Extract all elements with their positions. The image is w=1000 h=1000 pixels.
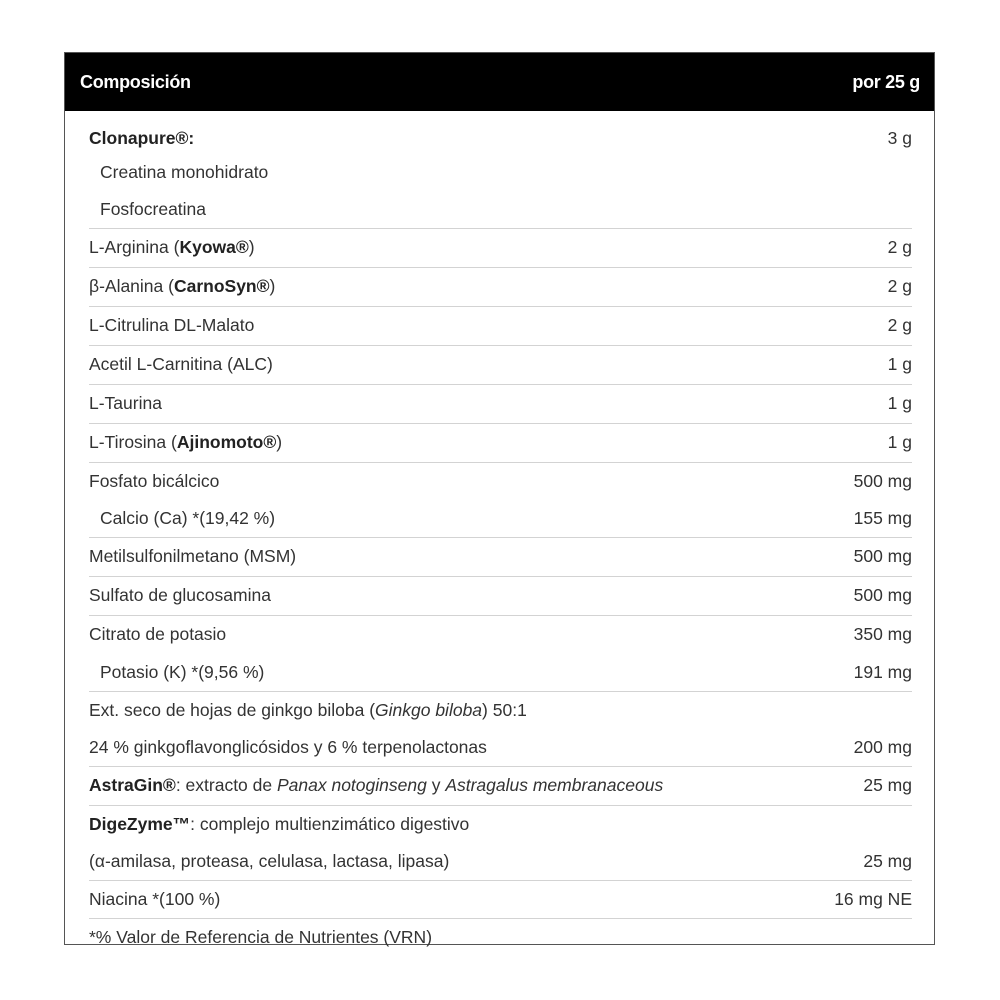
table-row — [89, 843, 912, 880]
table-row — [89, 691, 912, 729]
row-value: 191 mg — [853, 661, 912, 682]
row-value: 16 mg NE — [834, 888, 912, 909]
footnote-text: *% Valor de Referencia de Nutrientes (VRN) — [89, 927, 433, 948]
row-label: Niacina *(100 %) — [89, 888, 221, 909]
row-value: 200 mg — [853, 736, 912, 757]
table-row — [89, 306, 912, 345]
header-serving: por 25 g — [852, 71, 920, 92]
row-value: 500 mg — [853, 470, 912, 491]
row-label: L-Arginina (Kyowa®) — [89, 237, 255, 258]
row-value: 1 g — [887, 393, 912, 414]
table-row — [89, 384, 912, 423]
table-row — [89, 576, 912, 615]
row-label: Metilsulfonilmetano (MSM) — [89, 546, 297, 567]
row-value: 500 mg — [853, 546, 912, 567]
row-label: DigeZyme™: complejo multienzimático digestivo — [89, 813, 470, 834]
table-row — [89, 729, 912, 766]
table-row — [89, 766, 912, 805]
row-value: 2 g — [887, 237, 912, 258]
row-value: 25 mg — [863, 850, 912, 871]
row-label: L-Citrulina DL-Malato — [89, 315, 255, 336]
table-row — [89, 423, 912, 462]
table-row — [89, 267, 912, 306]
table-row — [89, 462, 912, 500]
table-row — [89, 228, 912, 267]
row-label: Ext. seco de hojas de ginkgo biloba (Ginkgo biloba) 50:1 — [89, 699, 527, 720]
table-header — [65, 53, 934, 111]
row-value: 350 mg — [853, 624, 912, 645]
row-label: Potasio (K) *(9,56 %) — [100, 661, 265, 682]
table-row — [89, 615, 912, 654]
row-label: 24 % ginkgoflavonglicósidos y 6 % terpenolactonas — [89, 736, 487, 757]
row-value: 2 g — [887, 315, 912, 336]
row-value: 1 g — [887, 354, 912, 375]
table-row — [89, 654, 912, 691]
row-value: 155 mg — [853, 507, 912, 528]
table-row — [89, 805, 912, 843]
table-row — [89, 537, 912, 576]
table-row — [89, 155, 912, 191]
row-label: (α-amilasa, proteasa, celulasa, lactasa, lipasa) — [89, 850, 450, 871]
header-title: Composición — [80, 71, 191, 92]
row-label: Acetil L-Carnitina (ALC) — [89, 354, 273, 375]
row-label: Sulfato de glucosamina — [89, 585, 271, 606]
row-value: 3 g — [887, 127, 912, 148]
row-label: Clonapure®: — [89, 127, 195, 148]
table-row — [89, 345, 912, 384]
row-label: L-Taurina — [89, 393, 162, 414]
row-label: Fosfato bicálcico — [89, 470, 220, 491]
row-label: Creatina monohidrato — [100, 162, 269, 183]
row-label: β-Alanina (CarnoSyn®) — [89, 276, 276, 297]
row-value: 2 g — [887, 276, 912, 297]
table-row — [89, 500, 912, 537]
row-value: 500 mg — [853, 585, 912, 606]
row-label: AstraGin®: extracto de Panax notoginseng y Astragalus membranaceous — [89, 775, 664, 796]
composition-table — [64, 52, 935, 948]
row-label: L-Tirosina (Ajinomoto®) — [89, 432, 283, 453]
table-row — [89, 880, 912, 918]
footnote — [89, 918, 912, 957]
row-label: Citrato de potasio — [89, 624, 227, 645]
table-row — [89, 111, 912, 155]
table-row — [89, 191, 912, 228]
row-label: Fosfocreatina — [100, 198, 207, 219]
table-body — [65, 111, 934, 957]
row-value: 1 g — [887, 432, 912, 453]
row-label: Calcio (Ca) *(19,42 %) — [100, 507, 276, 528]
row-value: 25 mg — [863, 775, 912, 796]
